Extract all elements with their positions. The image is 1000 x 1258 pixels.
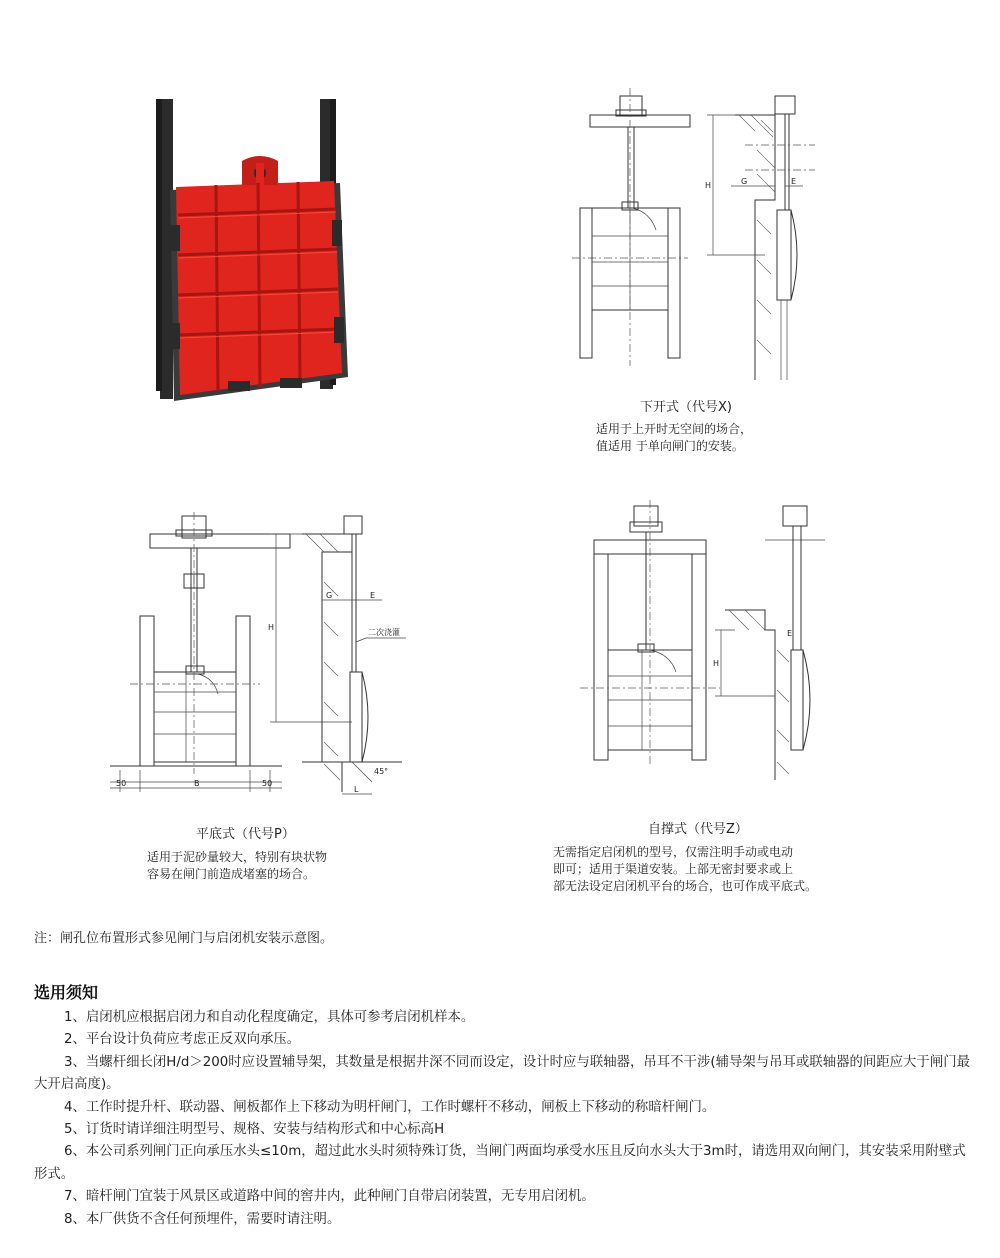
list-item: 5、订货时请详细注明型号、规格、安装与结构形式和中心标高H (64, 1122, 445, 1138)
zicheng-description (553, 844, 817, 895)
pingdi-e-label: E (370, 591, 376, 600)
zicheng-title: 自撑式（代号Z） (648, 822, 748, 837)
pingdi-title: 平底式（代号P） (196, 827, 295, 842)
layout-note: 注：闸孔位布置形式参见闸门与启闭机安装示意图。 (34, 931, 334, 946)
xiakai-g-label: G (741, 177, 748, 186)
pingdi-right-50-label: 50 (262, 779, 273, 788)
xiakai-e-label: E (791, 177, 797, 186)
xiakai-side-drawing (695, 90, 825, 390)
section-title: 选用须知 (34, 983, 99, 1002)
zicheng-h-label: H (713, 659, 720, 668)
list-item: 3、当螺杆细长闭H/d＞200时应设置辅导架，其数量是根据井深不同而设定，设计时应与联轴器，吊耳不干涉(辅导架与吊耳或联轴器的间距应大于闸门最大开启高度)。 (34, 1054, 970, 1093)
xiakai-desc-line: 值适用 于单向闸门的安装。 (596, 439, 744, 453)
zicheng-desc-line: 无需指定启闭机的型号，仅需注明手动或电动 (553, 845, 794, 859)
gate-product-photo (150, 95, 360, 405)
list-item: 7、暗杆闸门宜装于风景区或道路中间的窖井内，此种闸门自带启闭装置，无专用启闭机。 (64, 1189, 595, 1205)
list-item: 1、启闭机应根据启闭力和自动化程度确定，具体可参考启闭机样本。 (64, 1010, 475, 1025)
zicheng-e-label: E (787, 629, 793, 638)
list-item: 6、本公司系列闸门正向承压水头≤10m，超过此水头时须特殊订货，当闸门两面均承受水压且反向水头大于3m时，请选用双向闸门，其安装采用附壁式形式。 (34, 1144, 966, 1182)
zicheng-desc-line: 部无法设定启闭机平台的场合，也可作成平底式。 (553, 879, 818, 893)
pingdi-l-label: L (354, 785, 359, 794)
list-item: 4、工作时提升杆、联动器、闸板都作上下移动为明杆闸门，工作时螺杆不移动，闸板上下移动的称暗杆闸门。 (64, 1099, 716, 1115)
list-item: 2、平台设计负荷应考虑正反双向承压。 (64, 1032, 301, 1048)
selection-list (34, 1007, 974, 1231)
zicheng-desc-line: 即可；适用于渠道安装。上部无密封要求或上 (553, 862, 794, 876)
xiakai-front-drawing (570, 90, 700, 370)
list-item: 8、本厂供货不含任何预埋件，需要时请注明。 (64, 1211, 341, 1227)
xiakai-h-label: H (705, 181, 712, 190)
pingdi-angle-label: 45° (374, 767, 389, 776)
pingdi-side-drawing (262, 512, 412, 802)
pingdi-description (147, 849, 327, 883)
pingdi-g-label: G (326, 591, 333, 600)
pingdi-desc-line: 容易在闸门前造成堵塞的场合。 (147, 867, 316, 881)
xiakai-description (596, 421, 752, 455)
pingdi-pour-label: 二次浇灌 (368, 628, 400, 637)
xiakai-title: 下开式（代号X) (640, 400, 732, 415)
pingdi-desc-line: 适用于泥砂量较大，特别有块状物 (147, 850, 328, 864)
zicheng-front-drawing (580, 500, 720, 770)
pingdi-h-label: H (268, 623, 275, 632)
xiakai-desc-line: 适用于上开时无空间的场合， (596, 422, 753, 436)
zicheng-side-drawing (705, 500, 835, 790)
pingdi-left-50-label: 50 (116, 779, 127, 788)
pingdi-b-label: B (194, 779, 200, 788)
